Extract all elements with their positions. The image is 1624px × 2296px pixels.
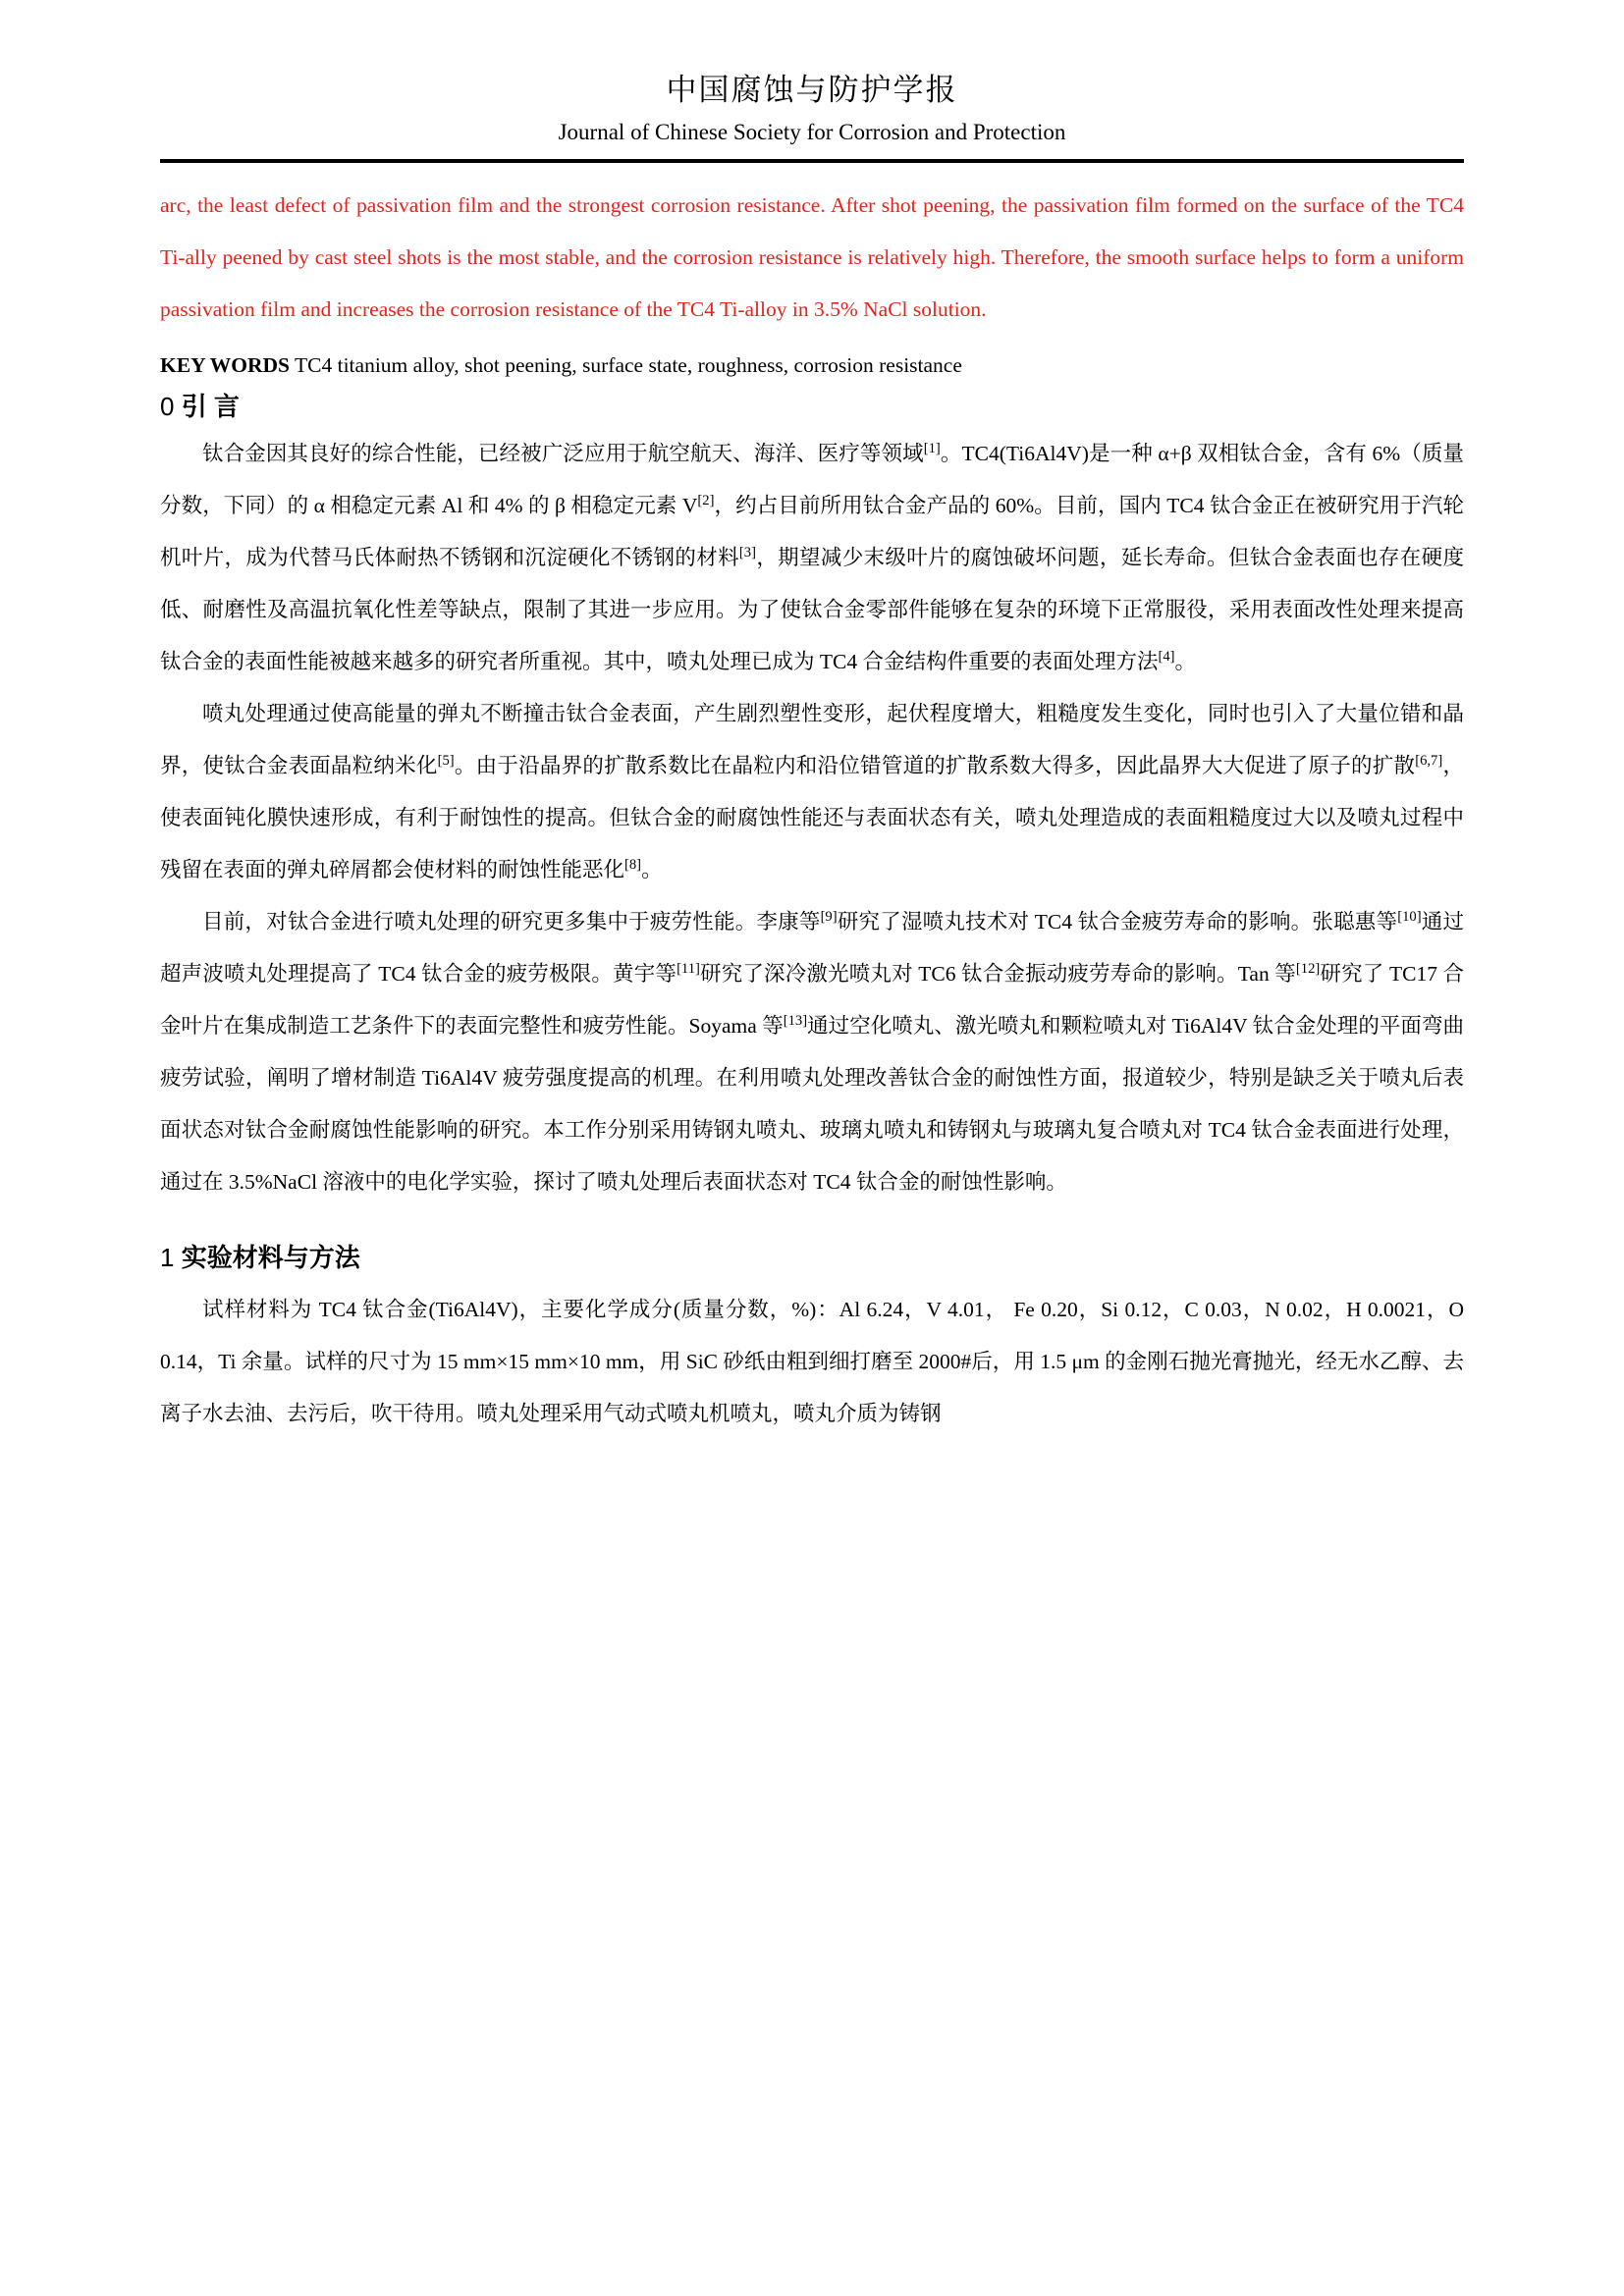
section-heading-0: [160, 391, 1464, 424]
citation-marker: [4]: [1158, 648, 1175, 665]
keywords-line: [160, 346, 1464, 385]
section-title-0: 引 言: [181, 391, 240, 421]
page-content: [160, 0, 1464, 1440]
citation-marker: [12]: [1295, 960, 1321, 977]
paragraph-1-0: 试样材料为 TC4 钛合金(Ti6Al4V)，主要化学成分(质量分数，%)：Al 6.24，V 4.01， Fe 0.20，Si 0.12，C 0.03，N 0.02，H 0.0021，O 0.14，Ti 余量。试样的尺寸为 15 mm×15 mm×10 mm，用 SiC 砂纸由粗到细打磨至 2000#后，用 1.5 μm 的金刚石抛光膏抛光，经无水乙醇、去离子水去油、去污后，吹干待用。喷丸处理采用气动式喷丸机喷丸，喷丸介质为铸钢: [160, 1298, 1464, 1426]
section-title-1: 实验材料与方法: [181, 1242, 360, 1272]
citation-marker: [13]: [783, 1012, 808, 1029]
citation-marker: [1]: [923, 440, 941, 456]
citation-marker: [5]: [437, 752, 455, 769]
keywords-label: KEY WORDS: [160, 352, 291, 377]
citation-marker: [6,7]: [1415, 752, 1443, 769]
keywords-value: TC4 titanium alloy, shot peening, surface state, roughness, corrosion resistance: [295, 352, 962, 377]
paragraph-0-2: 目前，对钛合金进行喷丸处理的研究更多集中于疲劳性能。李康等[9]研究了湿喷丸技术对 TC4 钛合金疲劳寿命的影响。张聪惠等[10]通过超声波喷丸处理提高了 TC4 钛合金的疲劳极限。黄宇等[11]研究了深冷激光喷丸对 TC6 钛合金振动疲劳寿命的影响。Tan 等[12]研究了 TC17 合金叶片在集成制造工艺条件下的表面完整性和疲劳性能。Soyama 等[13]通过空化喷丸、激光喷丸和颗粒喷丸对 Ti6Al4V 钛合金处理的平面弯曲疲劳试验，阐明了增材制造 Ti6Al4V 疲劳强度提高的机理。在利用喷丸处理改善钛合金的耐蚀性方面，报道较少，特别是缺乏关于喷丸后表面状态对钛合金耐腐蚀性能影响的研究。本工作分别采用铸钢丸喷丸、玻璃丸喷丸和铸钢丸与玻璃丸复合喷丸对 TC4 钛合金表面进行处理，通过在 3.5%NaCl 溶液中的电化学实验，探讨了喷丸处理后表面状态对 TC4 钛合金的耐蚀性影响。: [160, 908, 1464, 1194]
journal-title-chinese: 中国腐蚀与防护学报: [666, 73, 958, 107]
masthead-divider: [160, 159, 1464, 163]
citation-marker: [2]: [697, 492, 715, 508]
citation-marker: [3]: [738, 544, 756, 561]
section-number-0: 0: [160, 391, 175, 421]
paragraph-0-0: 钛合金因其良好的综合性能，已经被广泛应用于航空航天、海洋、医疗等领域[1]。TC4(Ti6Al4V)是一种 α+β 双相钛合金，含有 6%（质量分数，下同）的 α 相稳定元素 Al 和 4% 的 β 相稳定元素 V[2]，约占目前所用钛合金产品的 60%。目前，国内 TC4 钛合金正在被研究用于汽轮机叶片，成为代替马氏体耐热不锈钢和沉淀硬化不锈钢的材料[3]，期望减少末级叶片的腐蚀破坏问题，延长寿命。但钛合金表面也存在硬度低、耐磨性及高温抗氧化性差等缺点，限制了其进一步应用。为了使钛合金零部件能够在复杂的环境下正常服役，采用表面改性处理来提高钛合金的表面性能被越来越多的研究者所重视。其中，喷丸处理已成为 TC4 合金结构件重要的表面处理方法[4]。: [160, 440, 1464, 673]
section-heading-1: [160, 1242, 1464, 1275]
journal-title-english: Journal of Chinese Society for Corrosion and Protection: [558, 120, 1066, 145]
citation-marker: [10]: [1397, 908, 1422, 925]
section-number-1: 1: [160, 1242, 175, 1272]
journal-masthead: [160, 0, 1464, 163]
citation-marker: [11]: [677, 960, 700, 977]
citation-marker: [9]: [820, 908, 838, 925]
paragraph-0-1: 喷丸处理通过使高能量的弹丸不断撞击钛合金表面，产生剧烈塑性变形，起伏程度增大，粗糙度发生变化，同时也引入了大量位错和晶界，使钛合金表面晶粒纳米化[5]。由于沿晶界的扩散系数比在晶粒内和沿位错管道的扩散系数大得多，因此晶界大大促进了原子的扩散[6,7]，使表面钝化膜快速形成，有利于耐蚀性的提高。但钛合金的耐腐蚀性能还与表面状态有关，喷丸处理造成的表面粗糙度过大以及喷丸过程中残留在表面的弹丸碎屑都会使材料的耐蚀性能恶化[8]。: [160, 701, 1464, 881]
abstract-text: arc, the least defect of passivation film and the strongest corrosion resistance. After shot peening, the passivation film formed on the surface of the TC4 Ti-ally peened by cast steel shots is the most stable, and the corrosion resistance is relatively high. Therefore, the smooth surface helps to form a uniform passivation film and increases the corrosion resistance of the TC4 Ti-alloy in 3.5% NaCl solution.: [160, 192, 1464, 321]
citation-marker: [8]: [624, 856, 642, 873]
